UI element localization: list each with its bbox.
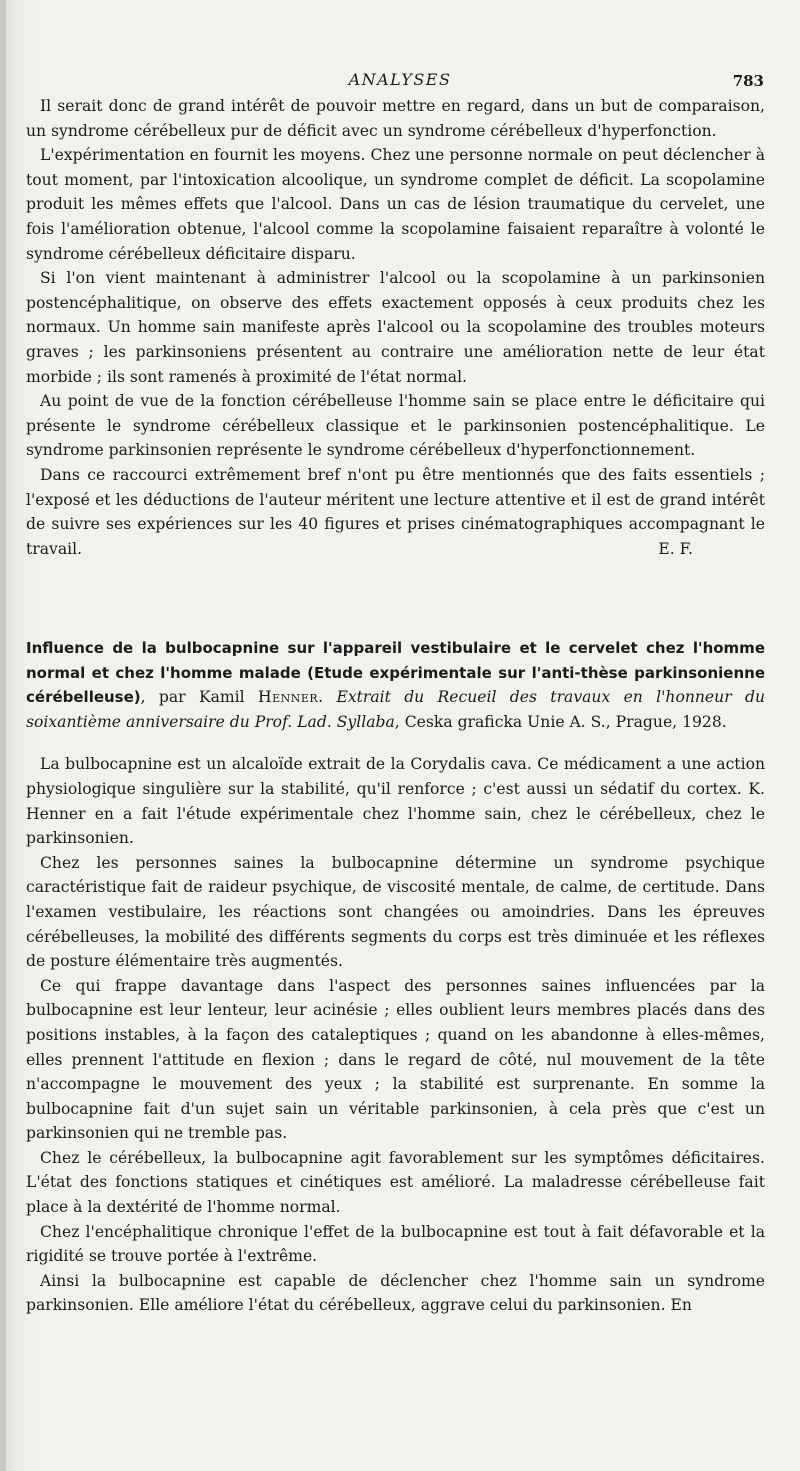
paragraph: La bulbocapnine est un alcaloïde extrait de la Corydalis cava. Ce médicament a une action physiologique singulière sur la stabilité, qu'il renforce ; c'est aussi un sédatif du cortex. K. Henner en a fait l'étude expérimentale chez l'homme sain, chez le cérébelleux, chez le parkinsonien. <box>26 755 765 848</box>
paragraph: Chez les personnes saines la bulbocapnine détermine un syndrome psychique caractéristique fait de raideur psychique, de viscosité mentale, de calme, de certitude. Dans l'examen vestibulaire, les réactions sont changées ou amoindries. Dans les épreuves cérébelleuses, la mobilité des différents segments du corps est très diminuée et les réflexes de posture élémentaire très augmentés. <box>26 853 765 971</box>
paragraph: Chez le cérébelleux, la bulbocapnine agit favorablement sur les symptômes déficitaires. L'état des fonctions statiques et cinétiques est amélioré. La maladresse cérébelleuse fait place à la dextérité de l'homme normal. <box>26 1148 765 1217</box>
separator: . <box>318 688 337 707</box>
by-text: , par Kamil <box>140 688 258 707</box>
paragraph: Si l'on vient maintenant à administrer l'alcool ou la scopolamine à un parkinsonien postencéphalitique, on observe des effets exactement opposés à ceux produits chez les normaux. Un homme sain manifeste après l'alcool ou la scopolamine des troubles moteurs graves ; les parkinsoniens présentent au contraire une amélioration nette de leur état morbide ; ils sont ramenés à proximité de l'état normal. <box>26 269 765 386</box>
spacer <box>26 734 765 752</box>
binding-shadow <box>0 0 6 1471</box>
paragraph: Au point de vue de la fonction cérébelleuse l'homme sain se place entre le déficitaire qui présente le syndrome cérébelleux classique et le parkinsonien postencéphalitique. Le syndrome parkinsonien représente le syndrome cérébelleux d'hyperfonctionnement. <box>26 392 765 460</box>
author-name: Henner <box>257 688 319 707</box>
reviewer-signature: E. F. <box>658 539 693 558</box>
paragraph: Dans ce raccourci extrêmement bref n'ont pu être mentionnés que des faits essentiels ; l'exposé et les déductions de l'auteur méritent une lecture attentive et il est de grand intérêt de suivre ses expériences sur les 40 figures et prises cinématographiques accompagnant le travail. <box>26 465 765 558</box>
article-title: Influence de la bulbocapnine sur l'appareil vestibulaire et le cervelet chez l'homme normal et chez l'homme malade (Etude expérimentale sur l'anti-thèse parkinsonienne cérébelleuse) <box>26 639 765 707</box>
paragraph: Chez l'encéphalitique chronique l'effet de la bulbocapnine est tout à fait défavorable et la rigidité se trouve portée à l'extrême. <box>26 1222 765 1266</box>
review-continuation <box>26 94 765 561</box>
review-bulbocapnine <box>26 636 765 1318</box>
paragraph: Ce qui frappe davantage dans l'aspect des personnes saines influencées par la bulbocapnine est leur lenteur, leur acinésie ; elles oublient leurs membres placés dans des positions instables, à la façon des cataleptiques ; quand on les abandonne à elles-mêmes, elles prennent l'attitude en flexion ; dans le regard de côté, nul mouvement de la tête n'accompagne le mouvement des yeux ; la stabilité est surprenante. En somme la bulbocapnine fait d'un sujet sain un véritable parkinsonien, à cela près que c'est un parkinsonien qui ne tremble pas. <box>26 976 765 1143</box>
paragraph: L'expérimentation en fournit les moyens. Chez une personne normale on peut déclencher à tout moment, par l'intoxication alcoolique, un syndrome complet de déficit. La scopolamine produit les mêmes effets que l'alcool. Dans un cas de lésion traumatique du cervelet, une fois l'amélioration obtenue, l'alcool comme la scopolamine faisaient reparaître à volonté le syndrome cérébelleux déficitaire disparu. <box>26 146 765 263</box>
running-title: ANALYSES <box>348 70 452 89</box>
source-title: Extrait du Recueil des travaux en l'honneur du soixantième anniversaire du Prof. Lad. Syllaba <box>26 688 765 731</box>
page-number: 783 <box>732 72 764 90</box>
paragraph: Il serait donc de grand intérêt de pouvoir mettre en regard, dans un but de comparaison, un syndrome cérébelleux pur de déficit avec un syndrome cérébelleux d'hyperfonction. <box>26 97 765 140</box>
bibliographic-notice <box>26 636 765 734</box>
paragraph: Ainsi la bulbocapnine est capable de déclencher chez l'homme sain un syndrome parkinsonien. Elle améliore l'état du cérébelleux, aggrave celui du parkinsonien. En <box>26 1271 765 1315</box>
publisher-info: , Ceska graficka Unie A. S., Prague, 1928. <box>394 712 727 731</box>
page-header <box>30 66 770 92</box>
